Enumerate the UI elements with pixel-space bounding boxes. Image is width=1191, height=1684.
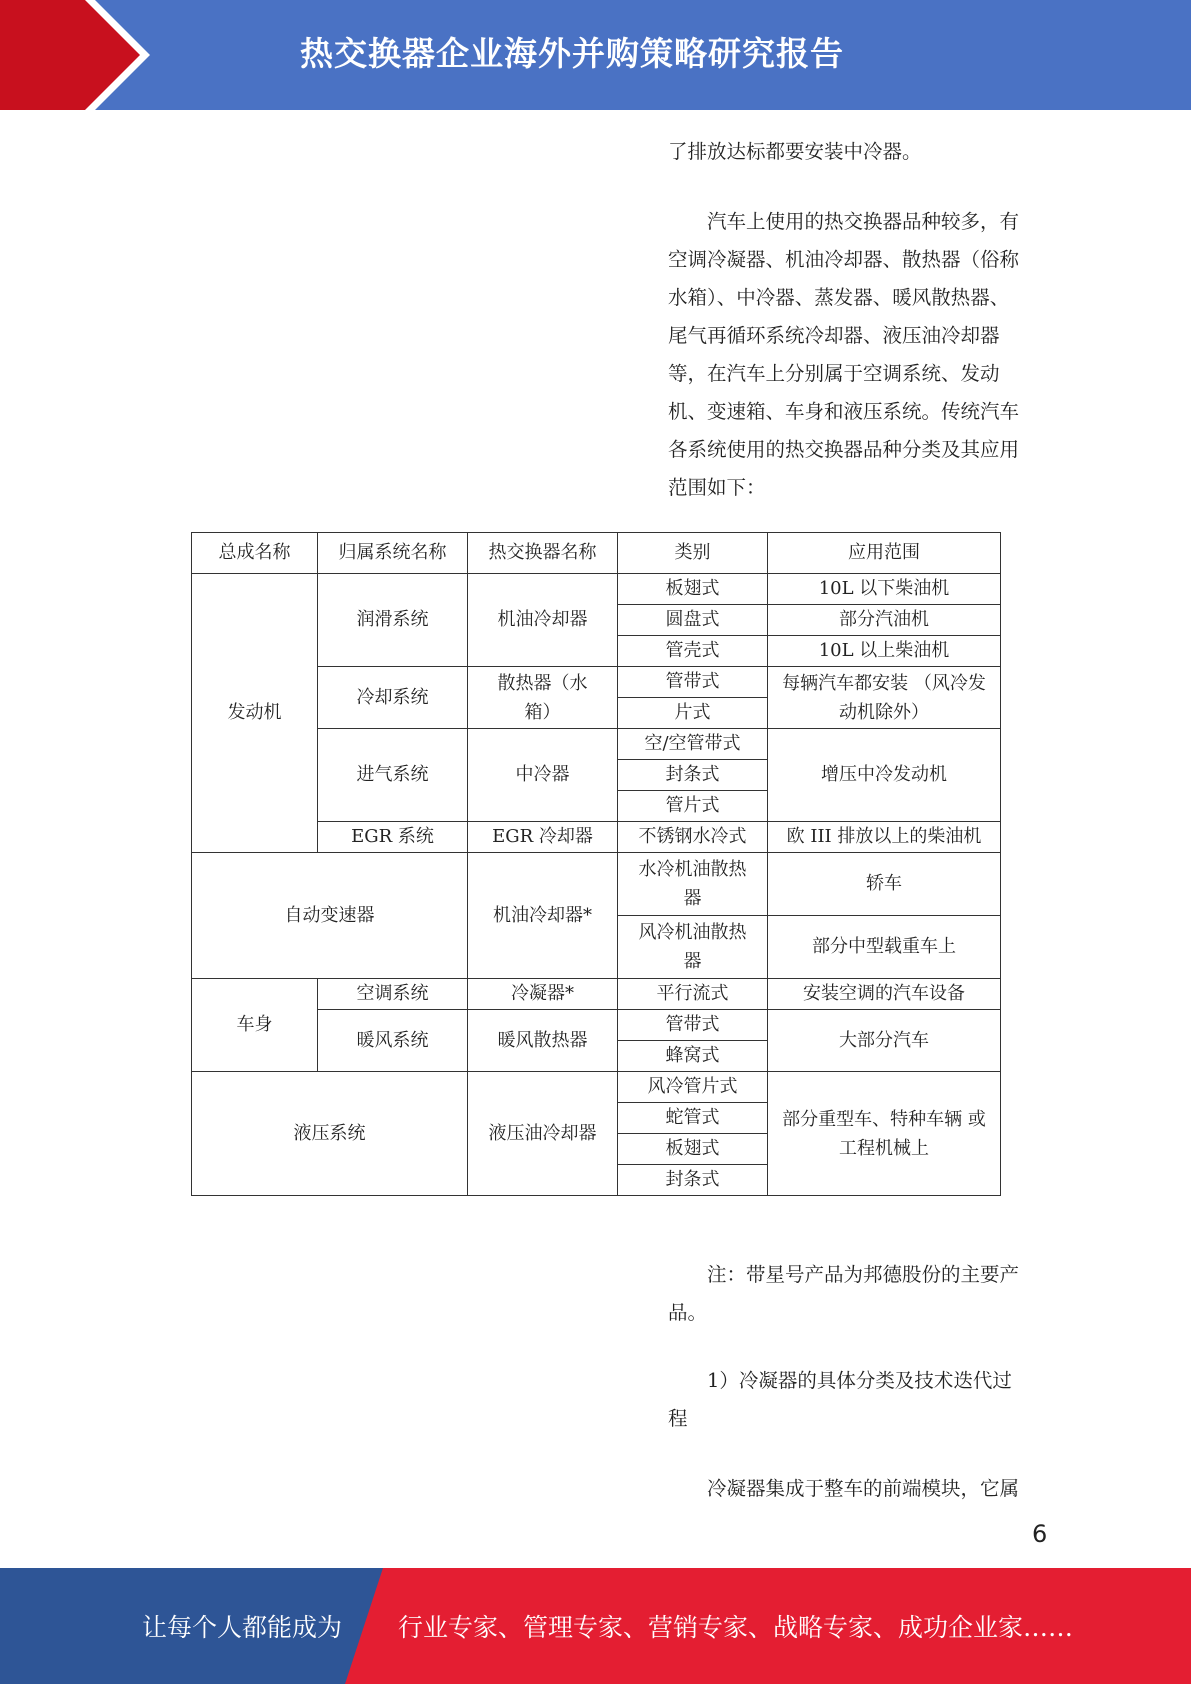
type-cell: 平行流式 [618,979,768,1010]
text-line: 冷凝器集成于整车的前端模块，它属 [707,1477,1020,1500]
system-cell: 润滑系统 [318,574,468,667]
exchanger-cell: 液压油冷却器 [468,1072,618,1196]
text-line: 品。 [668,1301,708,1324]
type-cell [618,916,768,979]
use-cell: 部分汽油机 [768,605,1001,636]
type-cell: 管带式 [618,1010,768,1041]
text-line: 注：带星号产品为邦德股份的主要产 [707,1263,1020,1286]
text-line: 等，在汽车上分别属于空调系统、发动 [668,362,1000,385]
exchanger-cell: 机油冷却器* [468,853,618,979]
assembly-cell: 发动机 [192,574,318,853]
type-cell: 封条式 [618,760,768,791]
use-cell: 增压中冷发动机 [768,729,1001,822]
cell-line: 动机除外） [839,701,929,723]
use-cell: 大部分汽车 [768,1010,1001,1072]
text-line: 空调冷凝器、机油冷却器、散热器（俗称 [668,248,1020,271]
body-paragraph [668,1470,1052,1508]
cell-line: 箱） [524,701,561,723]
type-cell: 风冷管片式 [618,1072,768,1103]
text-line: 范围如下： [668,476,766,499]
cell-line: 器 [683,888,702,909]
system-cell: 暖风系统 [318,1010,468,1072]
type-cell [618,853,768,916]
heat-exchanger-table [191,532,1001,1196]
type-cell: 板翅式 [618,574,768,605]
exchanger-cell: EGR 冷却器 [468,822,618,853]
assembly-cell: 车身 [192,979,318,1072]
page-header [0,0,1191,110]
type-cell: 空/空管带式 [618,729,768,760]
intro-line [668,133,1052,171]
exchanger-cell: 中冷器 [468,729,618,822]
type-cell: 蛇管式 [618,1103,768,1134]
table-row [192,853,1001,916]
table-row [192,1072,1001,1103]
table-row [192,574,1001,605]
text-line: 了排放达标都要安装中冷器。 [668,140,922,163]
system-cell: 冷却系统 [318,667,468,729]
text-line: 汽车上使用的热交换器品种较多，有 [707,210,1020,233]
cell-line: 散热器（水 [497,672,588,694]
column-header: 应用范围 [768,533,1001,574]
cell-line: 每辆汽车都安装 （风冷发 [782,672,986,694]
use-cell: 欧 III 排放以上的柴油机 [768,822,1001,853]
assembly-cell: 液压系统 [192,1072,468,1196]
cell-line: 部分重型车、特种车辆 或 [782,1108,986,1130]
cell-line: 水冷机油散热 [638,859,747,880]
system-cell: 进气系统 [318,729,468,822]
intro-paragraph [668,203,1052,507]
type-cell: 管片式 [618,791,768,822]
use-cell: 轿车 [768,853,1001,916]
text-line: 尾气再循环系统冷却器、液压油冷却器 [668,324,1000,347]
type-cell: 蜂窝式 [618,1041,768,1072]
page-footer [0,1568,1191,1684]
exchanger-cell: 暖风散热器 [468,1010,618,1072]
text-line: 各系统使用的热交换器品种分类及其应用 [668,438,1020,461]
type-cell: 管带式 [618,667,768,698]
use-cell: 10L 以上柴油机 [768,636,1001,667]
cell-line: 风冷机油散热 [638,922,747,943]
system-cell: 空调系统 [318,979,468,1010]
column-header: 归属系统名称 [318,533,468,574]
page-number: 6 [1032,1520,1048,1548]
text-line: 1）冷凝器的具体分类及技术迭代过 [707,1369,1012,1392]
footer-slogan-right: 行业专家、管理专家、营销专家、战略专家、成功企业家…… [398,1613,1074,1642]
table-header-row [192,533,1001,574]
exchanger-cell: 机油冷却器 [468,574,618,667]
section-heading [668,1362,1052,1438]
assembly-cell: 自动变速器 [192,853,468,979]
text-line: 机、变速箱、车身和液压系统。传统汽车 [668,400,1020,423]
type-cell: 板翅式 [618,1134,768,1165]
column-header: 热交换器名称 [468,533,618,574]
cell-line: 工程机械上 [839,1137,929,1159]
type-cell: 不锈钢水冷式 [618,822,768,853]
column-header: 总成名称 [192,533,318,574]
header-arrow-icon [0,0,170,110]
use-cell [768,667,1001,729]
system-cell: EGR 系统 [318,822,468,853]
text-line: 程 [668,1407,688,1430]
table-row [192,979,1001,1010]
use-cell: 10L 以下柴油机 [768,574,1001,605]
column-header: 类别 [618,533,768,574]
footer-slogan-left: 让每个人都能成为 [142,1613,343,1642]
type-cell: 片式 [618,698,768,729]
report-title: 热交换器企业海外并购策略研究报告 [300,34,844,73]
use-cell: 部分中型载重车上 [768,916,1001,979]
use-cell [768,1072,1001,1196]
type-cell: 管壳式 [618,636,768,667]
cell-line: 器 [683,951,702,972]
type-cell: 封条式 [618,1165,768,1196]
exchanger-cell: 冷凝器* [468,979,618,1010]
exchanger-cell [468,667,618,729]
use-cell: 安装空调的汽车设备 [768,979,1001,1010]
text-line: 水箱）、中冷器、蒸发器、暖风散热器、 [668,286,1010,309]
type-cell: 圆盘式 [618,605,768,636]
note-paragraph [668,1256,1052,1332]
